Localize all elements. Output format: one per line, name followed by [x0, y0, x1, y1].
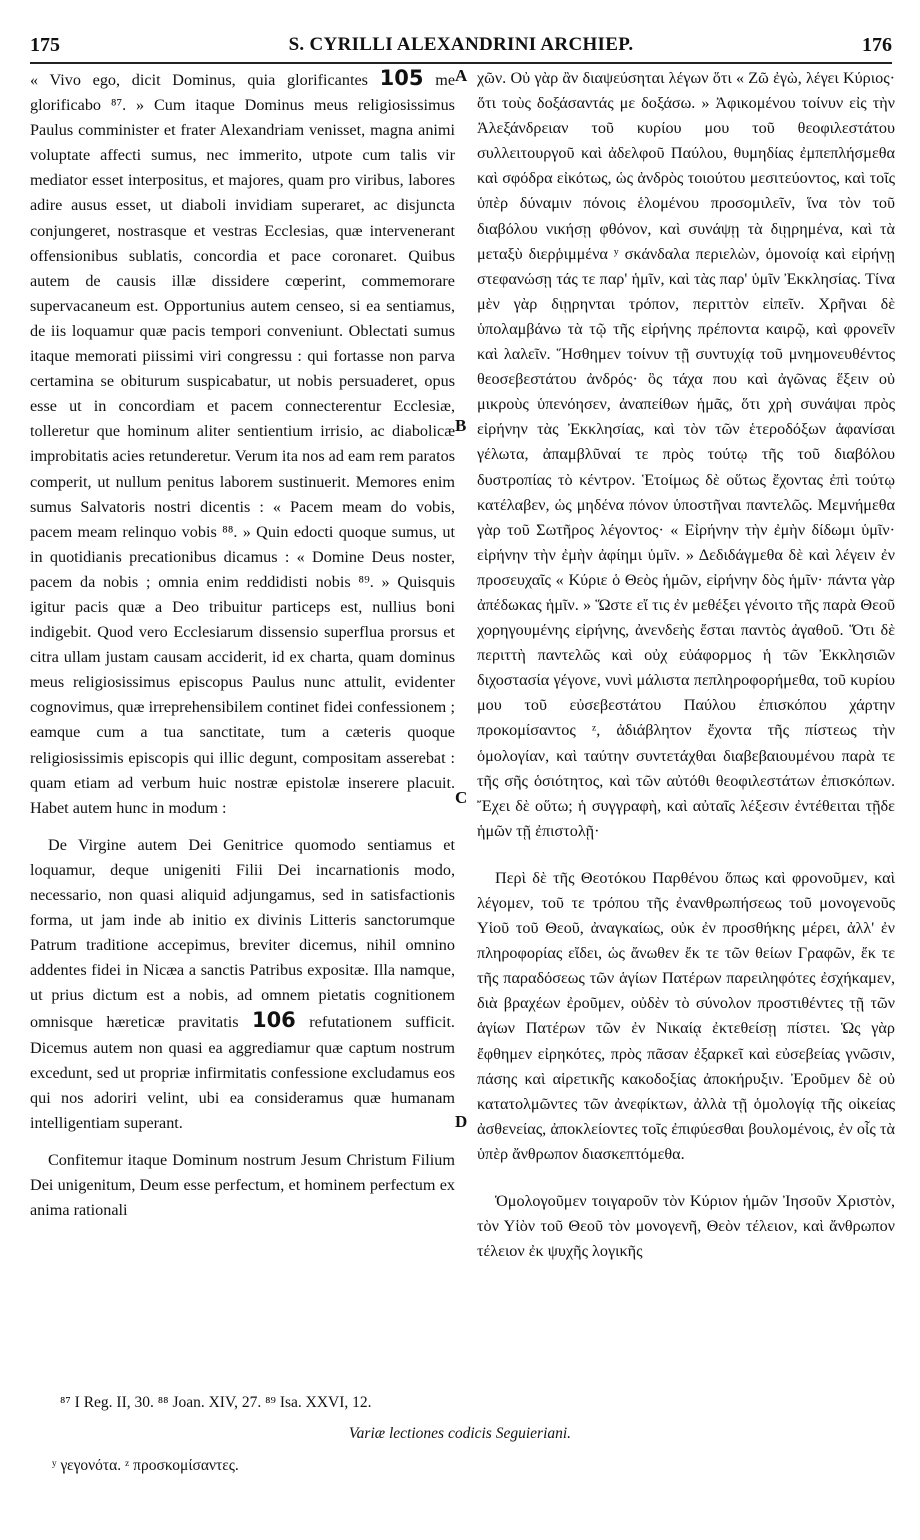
margin-letter-d: D [455, 1112, 468, 1131]
page-number-right: 176 [862, 34, 892, 56]
greek-paragraph-3: Ὁμολογοῦμεν τοιγαροῦν τὸν Κύριον ἡμῶν Ἰησοῦν Χριστὸν, τὸν Υἱὸν τοῦ Θεοῦ τὸν μονογενῆ, Θεὸν τέλειον, καὶ ἄνθρωπον τέλειον ἐκ ψυχῆς λογικῆς [477, 1192, 895, 1261]
latin-paragraph-3: Confitemur itaque Dominum nostrum Jesum Christum Filium Dei unigenitum, Deum esse perfectum, et hominem perfectum ex anima rationali [30, 1150, 455, 1220]
page-header [30, 34, 892, 60]
greek-paragraph-2: Περὶ δὲ τῆς Θεοτόκου Παρθένου ὅπως καὶ φρονοῦμεν, καὶ λέγομεν, τοῦ τε τρόπου τῆς ἐνανθρωπήσεως τοῦ μονογενοῦς Υἱοῦ τοῦ Θεοῦ, ἀναγκαίως, οὐκ ἐν προσθήκης μέρει, ἀλλ' ἐν πληροφορίας εἴδει, ὡς ἄνωθεν ἔκ τε τῶν θείων Γραφῶν, ἔκ τε τῆς παραδόσεως τῶν ἁγίων Πατέρων παρειληφότες ἐσχήκαμεν, διὰ βραχέων ἐροῦμεν, οὐδὲν τὸ σύνολον προστιθέντες τῇ τῶν ἁγίων Πατέρων τῶν ἐν Νικαίᾳ ἐκτεθείσῃ πίστει. Ὡς γὰρ ἔφθημεν εἰρηκότες, πρὸς πᾶσαν ἐξαρκεῖ καὶ εὐσεβείας γνῶσιν, πάσης καὶ αἱρετικῆς κακοδοξίας ἀποκήρυξιν. Ἐροῦμεν δὲ οὐ κατατολμῶντες τῶν ἀνεφίκτων, ἀλλὰ τῇ ὁμολογίᾳ τῆς οἰκείας ἀσθενείας, ἀποκλείοντες τοῖς ἐπιφύεσθαι βουλομένοις, ἐν οἷς τὰ ὑπὲρ ἄνθρωπον διασκεπτόμεθα. [477, 868, 895, 1163]
margin-letter-b: B [455, 416, 467, 435]
latin-text: me glorificabo ⁸⁷. » Cum itaque Dominus meus religiosissimus Paulus comminister et frater Alexandriam venisset, magna animi voluptate affecti sumus, nec immerito, utpote cum talis vir mediator esset interpositus, et majores, quam pro viribus, labores adire ausus esset, ut diaboli invidiam superaret, ac disjuncta conjungeret, nostrasque et vestras Ecclesias, quæ intervenerant offensionibus sublatis, concordia et pace coronaret. Quibus autem de causis illæ dissidere cœperint, commemorare supervacaneum est. Opportunius autem censeo, si ea sentiamus, de iis loquamur quæ pacis tempori conveniunt. Oblectati sumus itaque memorati piissimi viri congressu : qui fortasse non parva certamina se obiturum suspicabatur, ut nobis persuaderet, opus esse ut in concordiam et pacem connecterentur Ecclesiæ, tolleretur que hominum aliter sentientium irrisio, ac diabolicæ improbitatis acies retunderetur. Verum ita nos ad eam rem paratos comperit, ut nullum penitus laborem sustinuerit. Memores enim sumus Salvatoris nostri dicentis : « Pacem meam do vobis, pacem meam relinquo vobis ⁸⁸. » Quin edocti quoque sumus, ut in quotidianis precationibus dicamus : « Domine Deus noster, pacem da nobis ; omnia enim reddidisti nobis ⁸⁹. » Quisquis igitur pacis quæ a Deo tribuitur particeps est, nullius boni indigebit. Quod vero Ecclesiarum dissensio superflua prorsus et citra ullam justam causam acciderit, id ex charta, quam dominus meus religiosissimus episcopus Paulus nunc attulit, evidenter cognovimus, quæ irreprehensibilem continet fidei confessionem ; eamque cum a tua sanctitate, tum a cæteris quoque religiosissimis episcopis qui illic degunt, compositam asserebat : quam etiam ad verbum huic nostræ epistolæ inserere placuit. Habet autem hunc in modum : [30, 71, 455, 817]
latin-paragraph-1 [30, 66, 455, 821]
latin-text: De Virgine autem Dei Genitrice quomodo sentiamus et loquamur, deque unigeniti Filii Dei incarnationis modo, necessario, non quasi aliquid adjungamus, sed in satisfactionis forma, ut jam inde ab initio ex divinis Litteris sanctorumque Patrum traditione accepimus, breviter dicemus, nihil omnino addentes fidei in Nicæa a sanctis Patribus expositæ. Illa namque, ut prius dictum est a nobis, ad omnem pietatis cognitionem omnisque hæreticæ pravitatis [30, 835, 455, 1032]
running-title: S. CYRILLI ALEXANDRINI ARCHIEP. [288, 34, 634, 55]
header-rule [30, 62, 892, 64]
variae-lectiones-heading: Variæ lectiones codicis Seguieriani. [348, 1425, 572, 1442]
latin-text: refutationem sufficit. Dicemus autem non quasi ea aggrediamur quæ captum nostrum excedunt, sed ut propriæ infirmitatis confessione excludamus eos qui nos adoriri velint, ubi ea consideramus quæ humanam intelligentiam superant. [30, 1013, 455, 1132]
greek-column [477, 66, 895, 1386]
page-number-left: 175 [30, 34, 60, 56]
greek-paragraph-1: χῶν. Οὐ γὰρ ἂν διαψεύσηται λέγων ὅτι « Ζῶ ἐγὼ, λέγει Κύριος· ὅτι τοὺς δοξάσαντάς με δοξάσω. » Ἀφικομένου τοίνυν εἰς τὴν Ἀλεξάνδρειαν τοῦ κυρίου μου τοῦ θεοφιλεστάτου συλλειτουργοῦ καὶ ἀδελφοῦ Παύλου, θυμηδίας ἐμπεπλήσμεθα καὶ σφόδρα εἰκότως, ὡς ἀνδρὸς τοιούτου μεσιτεύοντος, καὶ τοῖς ὑπὲρ δύναμιν πόνοις ἑλομένου προσομιλεῖν, ἵνα τὸν τοῦ διαβόλου νικήσῃ φθόνον, καὶ συνάψῃ τὰ διῃρημένα, καὶ τὰ μεταξὺ διερῥιμμένα ʸ σκάνδαλα περιελὼν, ὁμονοίᾳ καὶ εἰρήνῃ στεφανώσῃ τάς τε παρ' ἡμῖν, καὶ τὰς παρ' ὑμῖν Ἐκκλησίας. Τίνα μὲν γὰρ διῃρηνται τρόπον, περιττὸν εἰπεῖν. Χρῆναι δὲ ὑπολαμβάνω τὰ τῷ τῆς εἰρήνης πρέποντα καιρῷ, καὶ φρονεῖν καὶ λαλεῖν. Ἥσθημεν τοίνυν τῇ συντυχίᾳ τοῦ μνημονευθέντος θεοσεβεστάτου ἀνδρός· ὃς τάχα που καὶ ἀγῶνας ἕξειν οὐ μικροὺς ὑπενόησεν, ἀναπείθων ἡμᾶς, ὅτι χρὴ συνάψαι πρὸς εἰρήνην τὰς Ἐκκλησίας, καὶ τὸν τῶν ἑτεροδόξων ἀφανίσαι γέλωτα, ἀπαμβλῦναί τε πρὸς τούτῳ τῆς τοῦ διαβόλου δυστροπίας τὸ κέντρον. Ἑτοίμως δὲ οὕτως ἔχοντας ἐπὶ τούτῳ κατέλαβεν, ὡς μηδένα πόνον ὑποστῆναι παντελῶς. Μεμνήμεθα γὰρ τοῦ Σωτῆρος λέγοντος· « Εἰρήνην τὴν ἐμὴν δίδωμι ὑμῖν· εἰρήνην τὴν ἐμὴν ἀφίημι ὑμῖν. » Δεδιδάγμεθα δὲ καὶ λέγειν ἐν προσευχαῖς « Κύριε ὁ Θεὸς ἡμῶν, εἰρήνην δὸς ἡμῖν· πάντα γὰρ ἀπέδωκας ἡμῖν. » Ὥστε εἴ τις ἐν μεθέξει γένοιτο τῆς παρὰ Θεοῦ χορηγουμένης εἰρήνης, ἀνενδεὴς ἔσται παντὸς ἀγαθοῦ. Ὅτι δὲ περιττὴ παντελῶς καὶ οὐχ εὐάφορμος ἡ τῶν Ἐκκλησιῶν διχοστασία γέγονε, νυνὶ μάλιστα πεπληροφορήμεθα, τοῦ κυρίου μου τοῦ εὐσεβεστάτου Παύλου ἐπισκόπου χάρτην προκομίσαντος ᶻ, ἀδιάβλητον ἔχοντα τῆς πίστεως τὴν ὁμολογίαν, καὶ ταύτην συντετάχθαι διαβεβαιουμένου παρὰ τε τῆς σῆς ὁσιότητος, καὶ τῶν αὐτόθι θεοφιλεστάτων ἐπισκόπων. Ἔχει δὲ οὕτω; ἡ συγγραφὴ, καὶ αὐταῖς λέξεσιν ἐντέθειται τῇδε ἡμῶν τῇ ἐπιστολῇ· [477, 69, 895, 840]
footnote-references: ⁸⁷ I Reg. II, 30. ⁸⁸ Joan. XIV, 27. ⁸⁹ Isa. XXVI, 12. [60, 1394, 372, 1411]
latin-text: « Vivo ego, dicit Dominus, quia glorificantes [30, 71, 380, 89]
latin-paragraph-2 [30, 833, 455, 1136]
latin-column [30, 66, 455, 1386]
column-number-106: 106 [251, 1008, 296, 1033]
margin-letter-a: A [455, 66, 468, 85]
margin-letter-c: C [455, 788, 468, 807]
variant-readings: ʸ γεγονότα. ᶻ προσκομίσαντες. [52, 1457, 239, 1474]
column-number-105: 105 [379, 66, 424, 90]
